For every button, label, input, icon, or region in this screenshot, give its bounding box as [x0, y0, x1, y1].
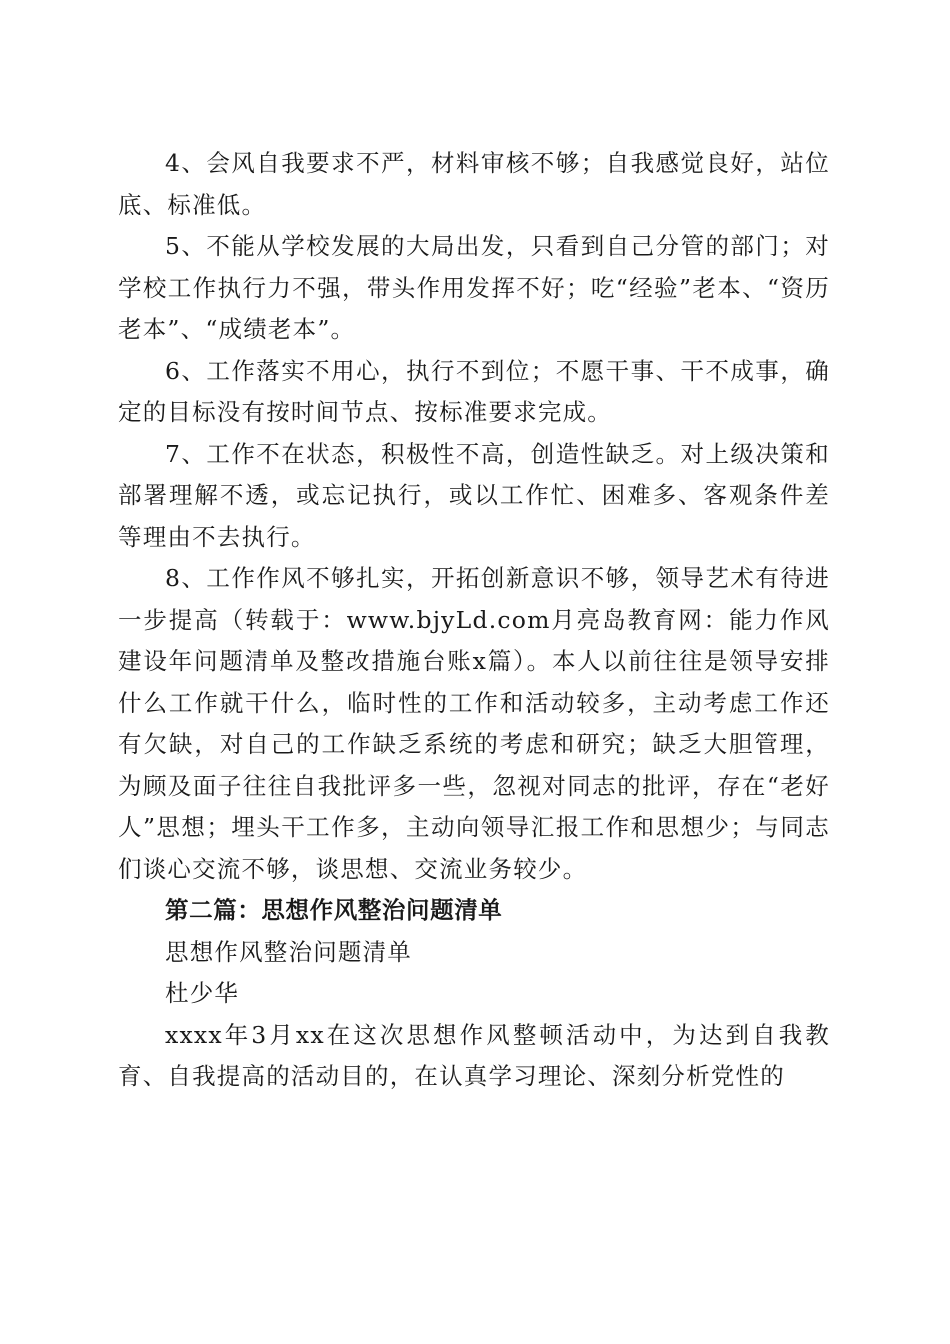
paragraph-item-6: 6、工作落实不用心，执行不到位；不愿干事、干不成事，确定的目标没有按时间节点、按标准要求完成。: [118, 356, 830, 426]
document-title: 思想作风整治问题清单: [165, 937, 412, 966]
author-name: 杜少华: [165, 979, 240, 1007]
paragraph-item-5: 5、不能从学校发展的大局出发，只看到自己分管的部门；对学校工作执行力不强，带头作用发挥不好；吃“经验”老本、“资历老本”、“成绩老本”。: [118, 232, 830, 343]
document-body: [118, 143, 830, 1098]
paragraph-item-4: 4、会风自我要求不严，材料审核不够；自我感觉良好，站位底、标准低。: [118, 149, 830, 219]
intro-paragraph: xxxx年3月xx在这次思想作风整顿活动中，为达到自我教育、自我提高的活动目的，在认真学习理论、深刻分析党性的: [118, 1020, 830, 1090]
paragraph-item-8: 8、工作作风不够扎实，开拓创新意识不够，领导艺术有待进一步提高（转载于：www.bjyLd.com月亮岛教育网：能力作风建设年问题清单及整改措施台账x篇）。本人以前往往是领导安排什么工作就干什么，临时性的工作和活动较多，主动考虑工作还有欠缺，对自己的工作缺乏系统的考虑和研究；缺乏大胆管理，为顾及面子往往自我批评多一些，忽视对同志的批评，存在“老好人”思想；埋头干工作多，主动向领导汇报工作和思想少；与同志们谈心交流不够，谈思想、交流业务较少。: [118, 564, 830, 883]
section-heading: 第二篇：思想作风整治问题清单: [165, 896, 503, 924]
paragraph-item-7: 7、工作不在状态，积极性不高，创造性缺乏。对上级决策和部署理解不透，或忘记执行，或以工作忙、困难多、客观条件差等理由不去执行。: [118, 439, 830, 551]
